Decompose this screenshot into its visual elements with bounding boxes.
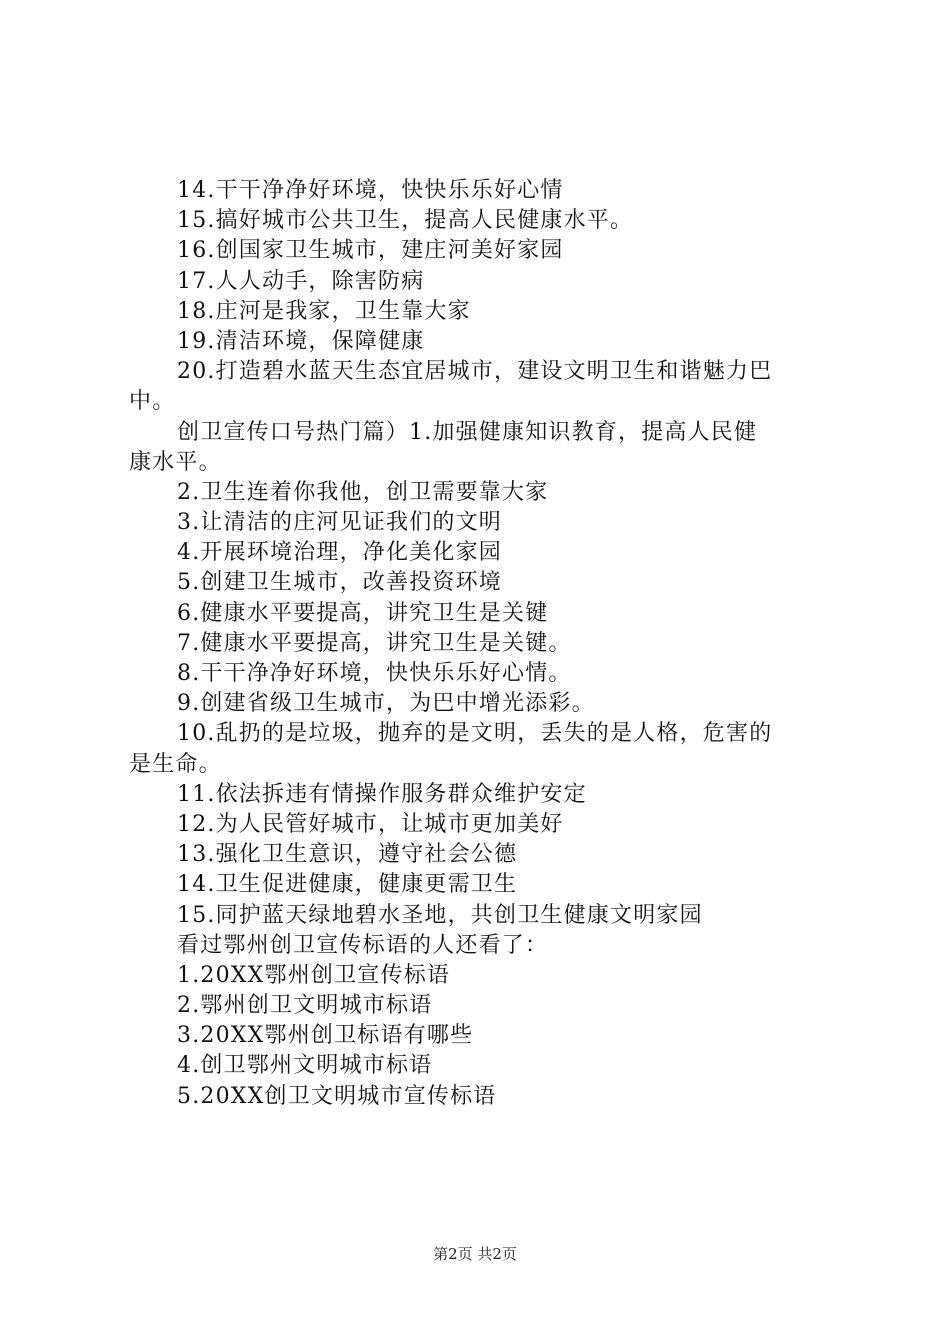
- text-line: 5.创建卫生城市，改善投资环境: [177, 570, 502, 596]
- text-line: 7.健康水平要提高，讲究卫生是关键。: [177, 630, 572, 656]
- document-body: [129, 176, 834, 1112]
- text-line: 15.同护蓝天绿地碧水圣地，共创卫生健康文明家园: [177, 902, 703, 928]
- text-line: 2.鄂州创卫文明城市标语: [177, 993, 433, 1019]
- text-line: 11.依法拆违有情操作服务群众维护安定: [177, 781, 587, 807]
- text-line: 17.人人动手，除害防病: [177, 268, 425, 294]
- text-line: 4.开展环境治理，净化美化家园: [177, 540, 502, 566]
- text-line: 看过鄂州创卫宣传标语的人还看了：: [177, 932, 549, 958]
- text-line: 15.搞好城市公共卫生，提高人民健康水平。: [177, 208, 634, 234]
- page-footer: [0, 1244, 950, 1264]
- text-line: 19.清洁环境，保障健康: [177, 328, 425, 354]
- text-line: 康水平。: [129, 449, 222, 475]
- text-line: 3.20XX鄂州创卫标语有哪些: [177, 1023, 474, 1049]
- text-line: 创卫宣传口号热门篇）1.加强健康知识教育，提高人民健: [177, 419, 758, 445]
- page-number: 第2页 共2页: [433, 1245, 517, 1263]
- text-line: 2.卫生连着你我他，创卫需要靠大家: [177, 479, 549, 505]
- text-line: 13.强化卫生意识，遵守社会公德: [177, 842, 518, 868]
- text-line: 3.让清洁的庄河见证我们的文明: [177, 510, 502, 536]
- text-line: 是生命。: [129, 751, 222, 777]
- text-line: 10.乱扔的是垃圾，抛弃的是文明，丢失的是人格，危害的: [177, 721, 773, 747]
- text-line: 1.20XX鄂州创卫宣传标语: [177, 962, 451, 988]
- text-line: 9.创建省级卫生城市，为巴中增光添彩。: [177, 691, 595, 717]
- text-line: 14.干干净净好环境，快快乐乐好心情: [177, 178, 564, 203]
- text-line: 中。: [129, 389, 176, 415]
- text-line: 6.健康水平要提高，讲究卫生是关键: [177, 600, 549, 626]
- text-line: 8.干干净净好环境，快快乐乐好心情。: [177, 661, 572, 686]
- text-line: 5.20XX创卫文明城市宣传标语: [177, 1083, 497, 1109]
- text-line: 4.创卫鄂州文明城市标语: [177, 1053, 433, 1079]
- text-line: 14.卫生促进健康，健康更需卫生: [177, 872, 518, 898]
- text-line: 16.创国家卫生城市，建庄河美好家园: [177, 238, 564, 264]
- text-line: 18.庄河是我家，卫生靠大家: [177, 298, 471, 324]
- text-line: 12.为人民管好城市，让城市更加美好: [177, 811, 564, 837]
- text-line: 20.打造碧水蓝天生态宜居城市，建设文明卫生和谐魅力巴: [177, 359, 773, 385]
